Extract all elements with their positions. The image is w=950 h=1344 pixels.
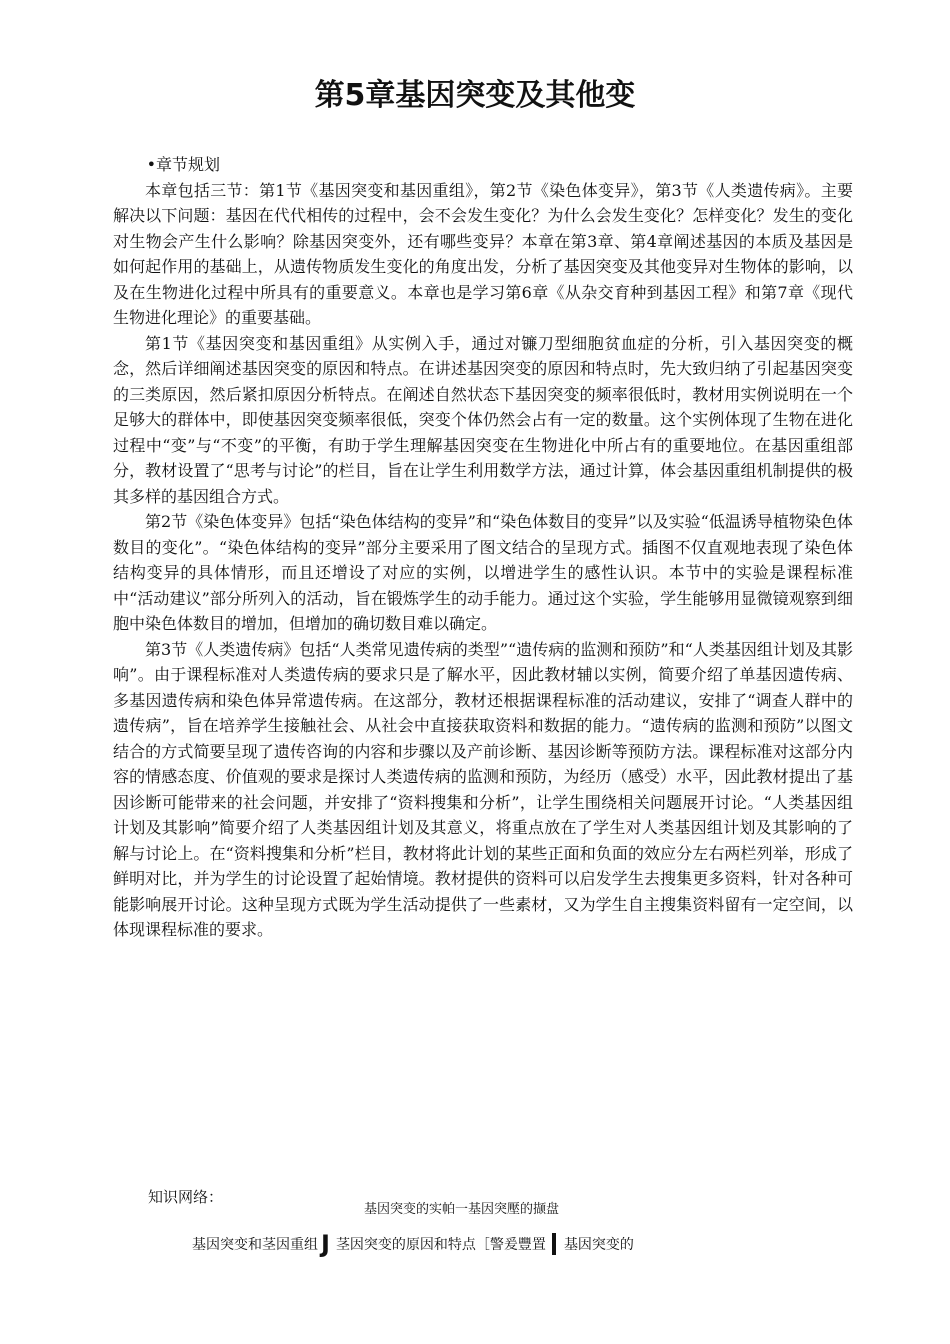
paragraph-section-1: 第1节《基因突变和基因重组》从实例入手，通过对镰刀型细胞贫血症的分析，引入基因突变的概念，然后详细阐述基因突变的原因和特点。在讲述基因突变的原因和特点时，先大致归纳了引起基因突变的三类原因，然后紧扣原因分析特点。在阐述自然状态下基因突变的频率很低时，教材用实例说明在一个足够大的群体中，即使基因突变频率很低，突变个体仍然会占有一定的数量。这个实例体现了生物在进化过程中“变”与“不变”的平衡，有助于学生理解基因突变在生物进化中所占有的重要地位。在基因重组部分，教材设置了“思考与讨论”的栏目，旨在让学生利用数学方法，通过计算，体会基因重组机制提供的极其多样的基因组合方式。 (113, 333, 853, 506)
knowledge-network-middle: 茎因突变的原因和特点［警爰豐置 (335, 1237, 546, 1253)
knowledge-network-right: 基因突变的 (563, 1237, 634, 1253)
knowledge-network-bracket-mark: J (321, 1230, 330, 1258)
knowledge-network-left: 基因突变和茎因重组 (192, 1237, 318, 1253)
section-label: •章节规划 (146, 155, 221, 174)
knowledge-network-row (192, 1232, 634, 1256)
paragraph-section-2: 第2节《染色体变异》包括“染色体结构的变异”和“染色体数目的变异”以及实验“低温诱导植物染色体数目的变化”。“染色体结构的变异”部分主要采用了图文结合的呈现方式。插图不仅直观地表现了染色体结构变异的具体情形，而且还增设了对应的实例，以增进学生的感性认识。本节中的实验是课程标准中“活动建议”部分所列入的活动，旨在锻炼学生的动手能力。通过这个实验，学生能够用显微镜观察到细胞中染色体数目的增加，但增加的确切数目难以确定。 (113, 512, 853, 633)
paragraph-intro: 本章包括三节：第1节《基因突变和基因重组》，第2节《染色体变异》，第3节《人类遗传病》。主要解决以下问题：基因在代代相传的过程中，会不会发生变化？为什么会发生变化？怎样变化？发生的变化对生物会产生什么影响？除基因突变外，还有哪些变异？本章在第3章、第4章阐述基因的本质及基因是如何起作用的基础上，从遗传物质发生变化的角度出发，分析了基因突变及其他变异对生物体的影响，以及在生物进化过程中所具有的重要意义。本章也是学习第6章《从杂交育种到基因工程》和第7章《现代生物进化理论》的重要基础。 (113, 180, 853, 327)
knowledge-network-divider-bar (552, 1233, 556, 1255)
paragraph-section-3: 第3节《人类遗传病》包括“人类常见遗传病的类型”“遗传病的监测和预防”和“人类基因组计划及其影响”。由于课程标准对人类遗传病的要求只是了解水平，因此教材辅以实例，简要介绍了单基因遗传病、多基因遗传病和染色体异常遗传病。在这部分，教材还根据课程标准的活动建议，安排了“调查人群中的遗传病”，旨在培养学生接触社会、从社会中直接获取资料和数据的能力。“遗传病的监测和预防”以图文结合的方式简要呈现了遗传咨询的内容和步骤以及产前诊断、基因诊断等预防方法。课程标准对这部分内容的情感态度、价值观的要求是探讨人类遗传病的监测和预防，为经历（感受）水平，因此教材提出了基因诊断可能带来的社会问题，并安排了“资料搜集和分析”，让学生围绕相关问题展开讨论。“人类基因组计划及其影响”简要介绍了人类基因组计划及其意义，将重点放在了学生对人类基因组计划及其影响的了解与讨论上。在“资料搜集和分析”栏目，教材将此计划的某些正面和负面的效应分左右两栏列举，形成了鲜明对比，并为学生的讨论设置了起始情境。教材提供的资料可以启发学生去搜集更多资料，针对各种可能影响展开讨论。这种呈现方式既为学生活动提供了一些素材，又为学生自主搜集资料留有一定空间，以体现课程标准的要求。 (113, 639, 853, 939)
knowledge-network-label: 知识网络： (148, 1188, 224, 1206)
body-text (113, 152, 853, 943)
knowledge-network-top-line: 基因突变的实帕一基因突壓的撷盘 (364, 1202, 560, 1217)
page-title: 第5章基因突变及其他变 (314, 78, 636, 113)
